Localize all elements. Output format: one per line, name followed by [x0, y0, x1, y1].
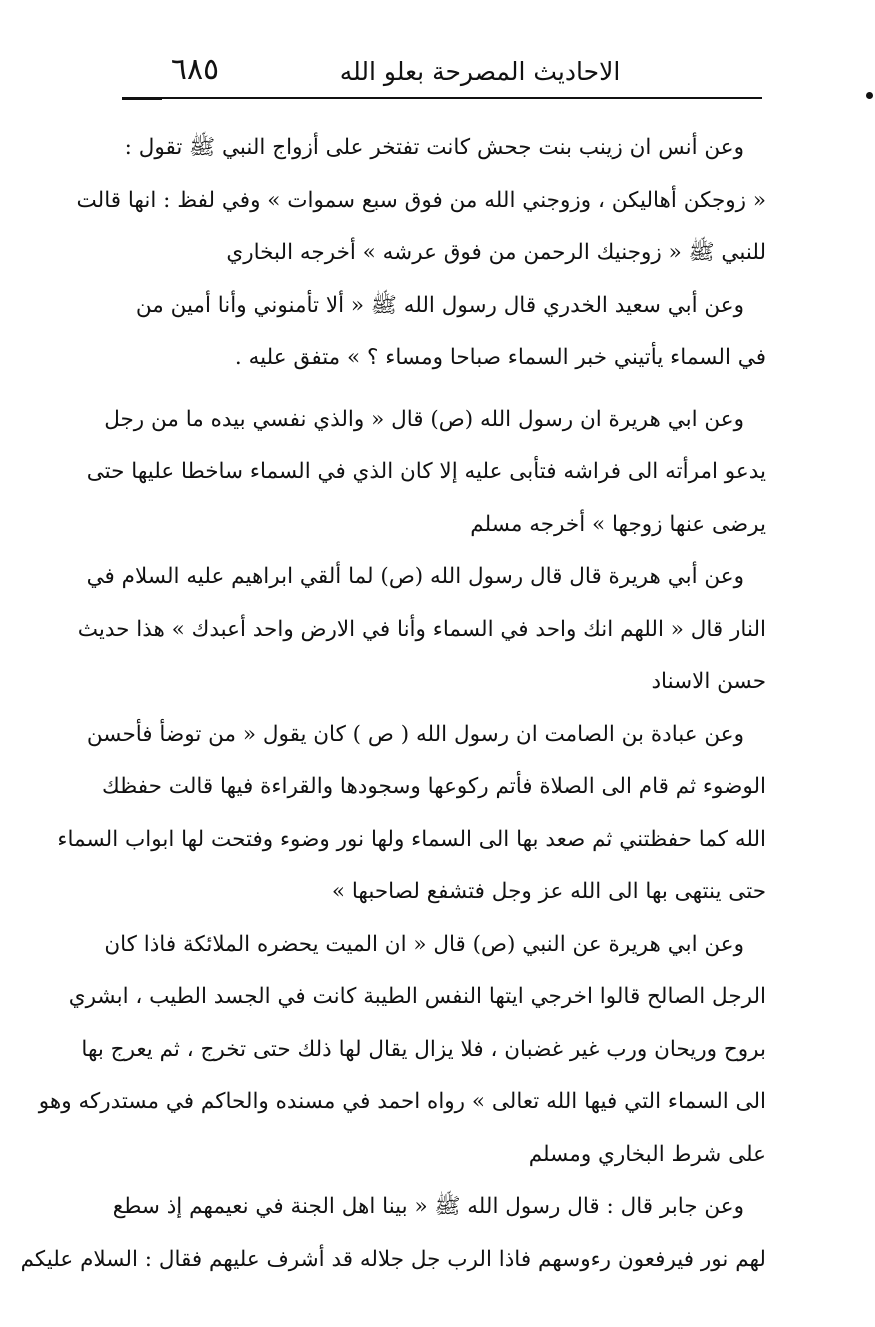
- page-number: ٦٨٥: [170, 52, 220, 87]
- body-text: [20, 122, 766, 1286]
- running-header-title: الاحاديث المصرحة بعلو الله: [339, 57, 621, 86]
- paragraph: [118, 280, 766, 385]
- text-line: الوضوء ثم قام الى الصلاة فأتم ركوعها وسجودها والقراءة فيها قالت حفظك: [101, 774, 766, 799]
- header-divider: [122, 97, 762, 99]
- text-line: وعن ابي هريرة عن النبي (ص) قال « ان الميت يحضره الملائكة فاذا كان: [104, 931, 744, 957]
- text-line: الرجل الصالح قالوا اخرجي ايتها النفس الطيبة كانت في الجسد الطيب ، ابشري: [68, 984, 766, 1009]
- text-line: وعن أبي سعيد الخدري قال رسول الله ﷺ « ألا تأمنوني وأنا أمين من: [135, 292, 744, 318]
- paragraph: [86, 394, 766, 552]
- text-line: الى السماء التي فيها الله تعالى » رواه احمد في مسنده والحاكم في مستدركه وهو: [38, 1089, 766, 1114]
- paragraph: [20, 1181, 766, 1286]
- margin-dot: [866, 92, 873, 99]
- paragraph: [77, 551, 766, 709]
- text-line: وعن ابي هريرة ان رسول الله (ص) قال « والذي نفسي بيده ما من رجل: [104, 406, 744, 432]
- paragraph: [57, 709, 766, 919]
- text-line: وعن أنس ان زينب بنت جحش كانت تفتخر على أزواج النبي ﷺ تقول :: [124, 135, 744, 160]
- text-line: يدعو امرأته الى فراشه فتأبى عليه إلا كان الذي في السماء ساخطا عليها حتى: [86, 459, 766, 484]
- text-line: وعن أبي هريرة قال قال رسول الله (ص) لما ألقي ابراهيم عليه السلام في: [86, 564, 744, 589]
- text-line: الله كما حفظتني ثم صعد بها الى السماء ولها نور وضوء وفتحت لها ابواب السماء: [57, 826, 766, 852]
- text-line: النار قال « اللهم انك واحد في السماء وأنا في الارض واحد أعبدك » هذا حديث: [77, 616, 766, 642]
- text-line: على شرط البخاري ومسلم: [528, 1141, 766, 1167]
- text-line: حسن الاسناد: [651, 669, 766, 694]
- text-line: بروح وريحان ورب غير غضبان ، فلا يزال يقال لها ذلك حتى تخرج ، ثم يعرج بها: [81, 1036, 766, 1062]
- text-line: وعن جابر قال : قال رسول الله ﷺ « بينا اهل الجنة في نعيمهم إذ سطع: [112, 1194, 744, 1219]
- text-line: في السماء يأتيني خبر السماء صباحا ومساء ؟ » متفق عليه .: [234, 345, 766, 370]
- text-line: يرضى عنها زوجها » أخرجه مسلم: [470, 511, 766, 537]
- paragraph: [38, 919, 766, 1182]
- text-line: لهم نور فيرفعون رءوسهم فاذا الرب جل جلاله قد أشرف عليهم فقال : السلام عليكم: [20, 1246, 766, 1272]
- paragraph-gap: [118, 385, 766, 394]
- text-line: « زوجكن أهاليكن ، وزوجني الله من فوق سبع سموات » وفي لفظ : انها قالت: [76, 187, 766, 213]
- text-line: وعن عبادة بن الصامت ان رسول الله ( ص ) كان يقول « من توضأ فأحسن: [86, 721, 744, 747]
- text-line: للنبي ﷺ « زوجنيك الرحمن من فوق عرشه » أخرجه البخاري: [226, 240, 766, 265]
- paragraph: [76, 122, 766, 280]
- text-line: حتى ينتهى بها الى الله عز وجل فتشفع لصاحبها »: [331, 879, 766, 904]
- header-divider-accent: [122, 97, 162, 100]
